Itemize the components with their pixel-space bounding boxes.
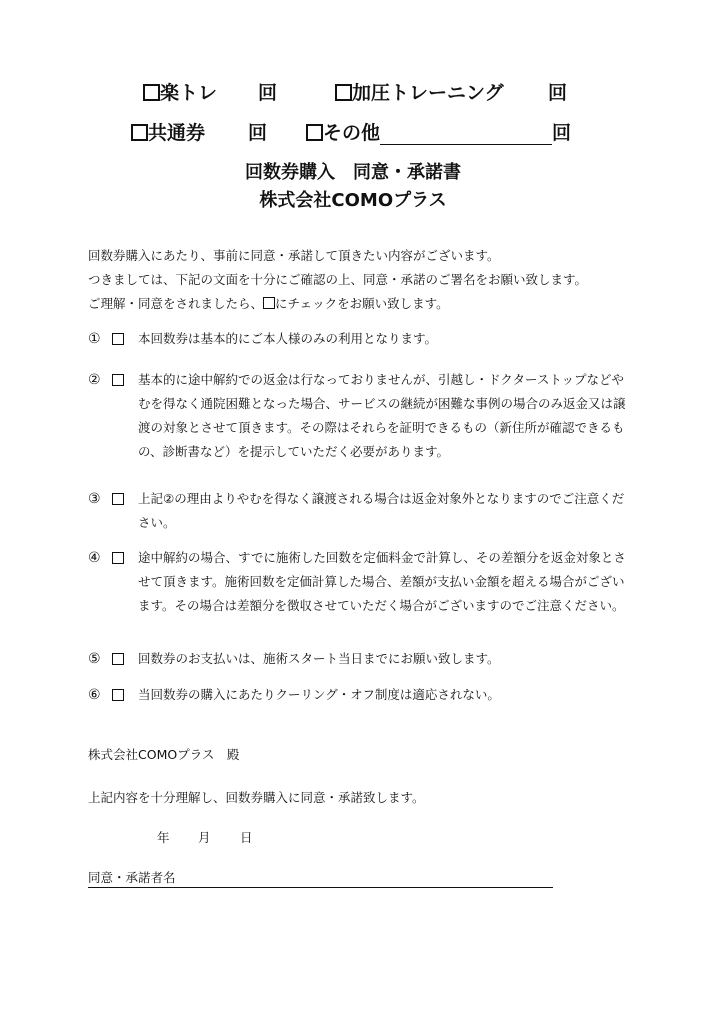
addressee: 株式会社COMOプラス 殿 xyxy=(88,747,240,762)
checkbox[interactable] xyxy=(143,84,160,101)
option-rakutore xyxy=(143,78,217,105)
item-checkbox[interactable] xyxy=(112,653,124,665)
company-title: 株式会社COMOプラス xyxy=(259,190,447,211)
item-number: ③ xyxy=(88,491,101,507)
option-count-unit: 回 xyxy=(552,122,572,144)
item-number: ⑤ xyxy=(88,651,101,667)
option-other xyxy=(306,118,571,145)
option-label: 共通券 xyxy=(148,122,206,144)
checkbox[interactable] xyxy=(306,124,323,141)
intro-line: つきましては、下記の文面を十分にご確認の上、同意・承諾のご署名をお願い致します。 xyxy=(88,272,588,287)
option-label: その他 xyxy=(323,122,381,144)
item-text: 本回数券は基本的にご本人様のみの利用となります。 xyxy=(138,331,438,346)
agreement-statement: 上記内容を十分理解し、回数券購入に同意・承諾致します。 xyxy=(88,790,425,805)
item-checkbox[interactable] xyxy=(112,689,124,701)
date-month-label: 月 xyxy=(198,830,211,845)
date-year-label: 年 xyxy=(157,830,170,845)
option-count-unit: 回 xyxy=(248,122,268,144)
checkbox[interactable] xyxy=(335,84,352,101)
item-checkbox[interactable] xyxy=(112,374,124,386)
signature-line[interactable] xyxy=(88,868,553,888)
document-title: 回数券購入 同意・承諾書 xyxy=(245,162,461,183)
checkbox[interactable] xyxy=(131,124,148,141)
item-text: 当回数券の購入にあたりクーリング・オフ制度は適応されない。 xyxy=(138,687,500,702)
option-label: 加圧トレーニング xyxy=(352,82,504,104)
item-number: ② xyxy=(88,372,101,388)
item-checkbox[interactable] xyxy=(112,552,124,564)
other-fill-line[interactable] xyxy=(380,124,552,145)
option-label: 楽トレ xyxy=(160,82,218,104)
item-text: 回数券のお支払いは、施術スタート当日までにお願い致します。 xyxy=(138,651,500,666)
item-number: ⑥ xyxy=(88,687,101,703)
item-checkbox[interactable] xyxy=(112,333,124,345)
item-number: ① xyxy=(88,331,101,347)
item-number: ④ xyxy=(88,550,101,566)
intro-text: ご理解・同意をされましたら、 xyxy=(88,296,264,311)
item-text: 上記②の理由よりやむを得なく譲渡される場合は返金対象外となりますのでご注意ください。 xyxy=(138,491,625,530)
item-checkbox[interactable] xyxy=(112,493,124,505)
intro-text: にチェックをお願い致します。 xyxy=(275,296,449,311)
item-text: 途中解約の場合、すでに施術した回数を定価料金で計算し、その差額分を返金対象とさせて頂きます。施術回数を定価計算した場合、差額が支払い金額を超える場合がございます。その場合は差額分を徴収させていただく場合がございますのでご注意ください。 xyxy=(138,550,626,613)
option-count-unit: 回 xyxy=(258,82,278,104)
checkbox-symbol xyxy=(263,297,275,309)
option-kaatsu-training xyxy=(335,78,504,105)
option-count-unit: 回 xyxy=(548,82,568,104)
option-common-ticket xyxy=(131,118,205,145)
intro-line: 回数券購入にあたり、事前に同意・承諾して頂きたい内容がございます。 xyxy=(88,248,500,263)
date-day-label: 日 xyxy=(240,830,253,845)
signature-label: 同意・承諾者名 xyxy=(88,870,176,885)
intro-line xyxy=(88,294,449,312)
item-text: 基本的に途中解約での返金は行なっておりませんが、引越し・ドクターストップなどやむを得なく通院困難となった場合、サービスの継続が困難な事例の場合のみ返金又は譲渡の対象とさせて頂きます。その際はそれらを証明できるもの（新住所が確認できるもの、診断書など）を提示していただく必要があります。 xyxy=(138,372,626,459)
